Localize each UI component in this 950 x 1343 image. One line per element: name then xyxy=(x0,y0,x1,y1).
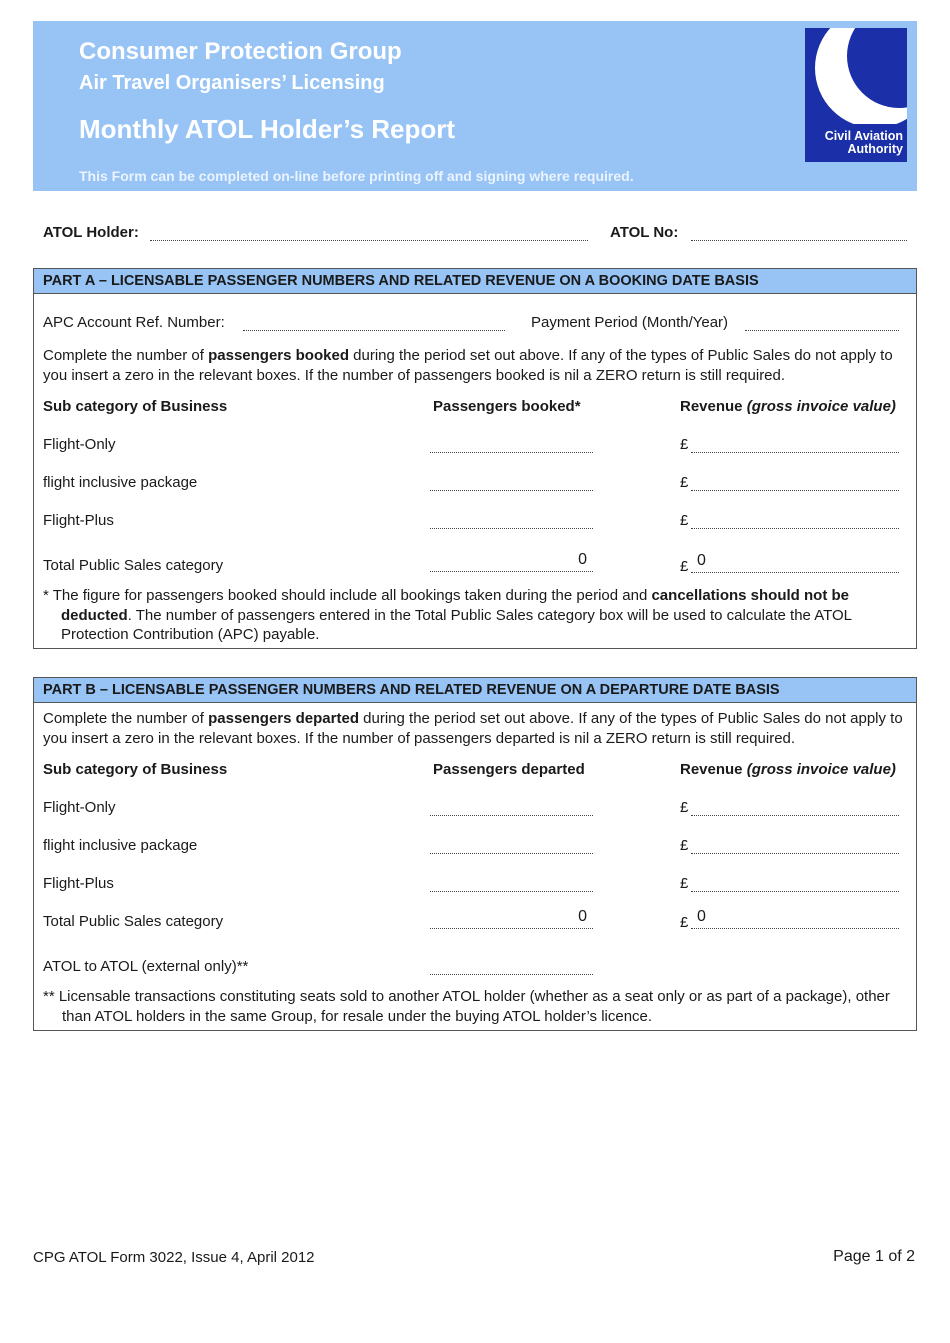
atol-no-label: ATOL No: xyxy=(610,224,679,241)
logo-text-line2: Authority xyxy=(847,142,903,156)
part-a-col-subcategory: Sub category of Business xyxy=(43,398,228,415)
part-a-flight-plus-revenue[interactable] xyxy=(691,514,899,529)
part-a-row-label: flight inclusive package xyxy=(43,474,198,491)
part-b-flight-plus-passengers[interactable] xyxy=(430,877,593,892)
part-a-footnote: * The figure for passengers booked should include all bookings taken during the period and cancellations should not be deducted. The number of passengers entered in the Total Public Sales category box will be used to calculate the ATOL Protection Contribution (APC) payable. xyxy=(43,587,852,643)
part-b-total-revenue[interactable] xyxy=(691,908,899,929)
part-a-row-label: Total Public Sales category xyxy=(43,557,224,574)
currency-symbol: £ xyxy=(680,875,689,892)
part-a-heading-bar xyxy=(34,269,916,294)
part-b-col-passengers: Passengers departed xyxy=(433,761,585,778)
part-b-col-revenue: Revenue (gross invoice value) xyxy=(680,761,896,778)
payment-period-field[interactable] xyxy=(745,316,899,331)
currency-symbol: £ xyxy=(680,799,689,816)
atol-holder-label: ATOL Holder: xyxy=(43,224,139,241)
currency-symbol: £ xyxy=(680,512,689,529)
part-b-col-subcategory: Sub category of Business xyxy=(43,761,228,778)
part-b-row-label: Flight-Plus xyxy=(43,875,114,892)
currency-symbol: £ xyxy=(680,558,689,575)
currency-symbol: £ xyxy=(680,436,689,453)
part-a-total-revenue-value: 0 xyxy=(697,552,706,569)
part-b-total-revenue-value: 0 xyxy=(697,908,706,925)
part-b-total-passengers-value: 0 xyxy=(578,908,587,925)
part-a-package-passengers[interactable] xyxy=(430,476,593,491)
caa-logo xyxy=(805,28,907,162)
atol-no-field[interactable] xyxy=(691,226,907,241)
part-a-total-passengers[interactable] xyxy=(430,551,593,572)
part-b-flight-only-revenue[interactable] xyxy=(691,801,899,816)
part-b-heading: PART B – LICENSABLE PASSENGER NUMBERS AND RELATED REVENUE ON A DEPARTURE DATE BASIS xyxy=(43,682,780,698)
part-a-col-passengers: Passengers booked* xyxy=(433,398,581,415)
part-b-flight-plus-revenue[interactable] xyxy=(691,877,899,892)
part-b-package-revenue[interactable] xyxy=(691,839,899,854)
part-b-instructions: Complete the number of passengers departed during the period set out above. If any of the types of Public Sales do not apply to you insert a zero in the relevant boxes. If the number of passengers departed is nil a ZERO return is still required. xyxy=(43,710,903,747)
part-b-footnote: ** Licensable transactions constituting seats sold to another ATOL holder (whether as a seat only or as part of a package), other than ATOL holders in the same Group, for resale under the buying ATOL holder’s licence. xyxy=(43,988,890,1025)
part-a-instructions: Complete the number of passengers booked during the period set out above. If any of the types of Public Sales do not apply to you insert a zero in the relevant boxes. If the number of passengers booked is nil a ZERO return is still required. xyxy=(43,347,893,384)
part-a-row-label: Flight-Only xyxy=(43,436,116,453)
part-b-heading-bar xyxy=(34,678,916,703)
part-b-flight-only-passengers[interactable] xyxy=(430,801,593,816)
atol-holder-field[interactable] xyxy=(150,226,588,241)
online-note: This Form can be completed on-line before printing off and signing where required. xyxy=(79,168,634,184)
part-b-row-label: Total Public Sales category xyxy=(43,913,224,930)
apc-account-field[interactable] xyxy=(243,316,505,331)
part-a-heading: PART A – LICENSABLE PASSENGER NUMBERS AND RELATED REVENUE ON A BOOKING DATE BASIS xyxy=(43,273,759,289)
part-a-total-passengers-value: 0 xyxy=(578,551,587,568)
part-b-total-passengers[interactable] xyxy=(430,908,593,929)
part-a-col-revenue: Revenue (gross invoice value) xyxy=(680,398,896,415)
page-number: Page 1 of 2 xyxy=(833,1248,915,1265)
part-b-package-passengers[interactable] xyxy=(430,839,593,854)
form-title: Monthly ATOL Holder’s Report xyxy=(79,114,456,144)
payment-period-label: Payment Period (Month/Year) xyxy=(531,314,729,331)
part-a-total-revenue[interactable] xyxy=(691,552,899,573)
part-a-package-revenue[interactable] xyxy=(691,476,899,491)
form-identifier: CPG ATOL Form 3022, Issue 4, April 2012 xyxy=(33,1249,315,1266)
apc-account-label: APC Account Ref. Number: xyxy=(43,314,225,331)
logo-text-line1: Civil Aviation xyxy=(824,129,903,143)
part-b-row-label: Flight-Only xyxy=(43,799,116,816)
currency-symbol: £ xyxy=(680,474,689,491)
part-a-flight-only-revenue[interactable] xyxy=(691,438,899,453)
part-a-flight-plus-passengers[interactable] xyxy=(430,514,593,529)
group-title: Consumer Protection Group xyxy=(79,38,402,65)
part-a-flight-only-passengers[interactable] xyxy=(430,438,593,453)
atol-to-atol-passengers[interactable] xyxy=(430,960,593,975)
currency-symbol: £ xyxy=(680,914,689,931)
part-a-row-label: Flight-Plus xyxy=(43,512,114,529)
licensing-subtitle: Air Travel Organisers’ Licensing xyxy=(79,72,385,94)
part-b-row-label: flight inclusive package xyxy=(43,837,198,854)
atol-to-atol-label: ATOL to ATOL (external only)** xyxy=(43,958,249,975)
currency-symbol: £ xyxy=(680,837,689,854)
